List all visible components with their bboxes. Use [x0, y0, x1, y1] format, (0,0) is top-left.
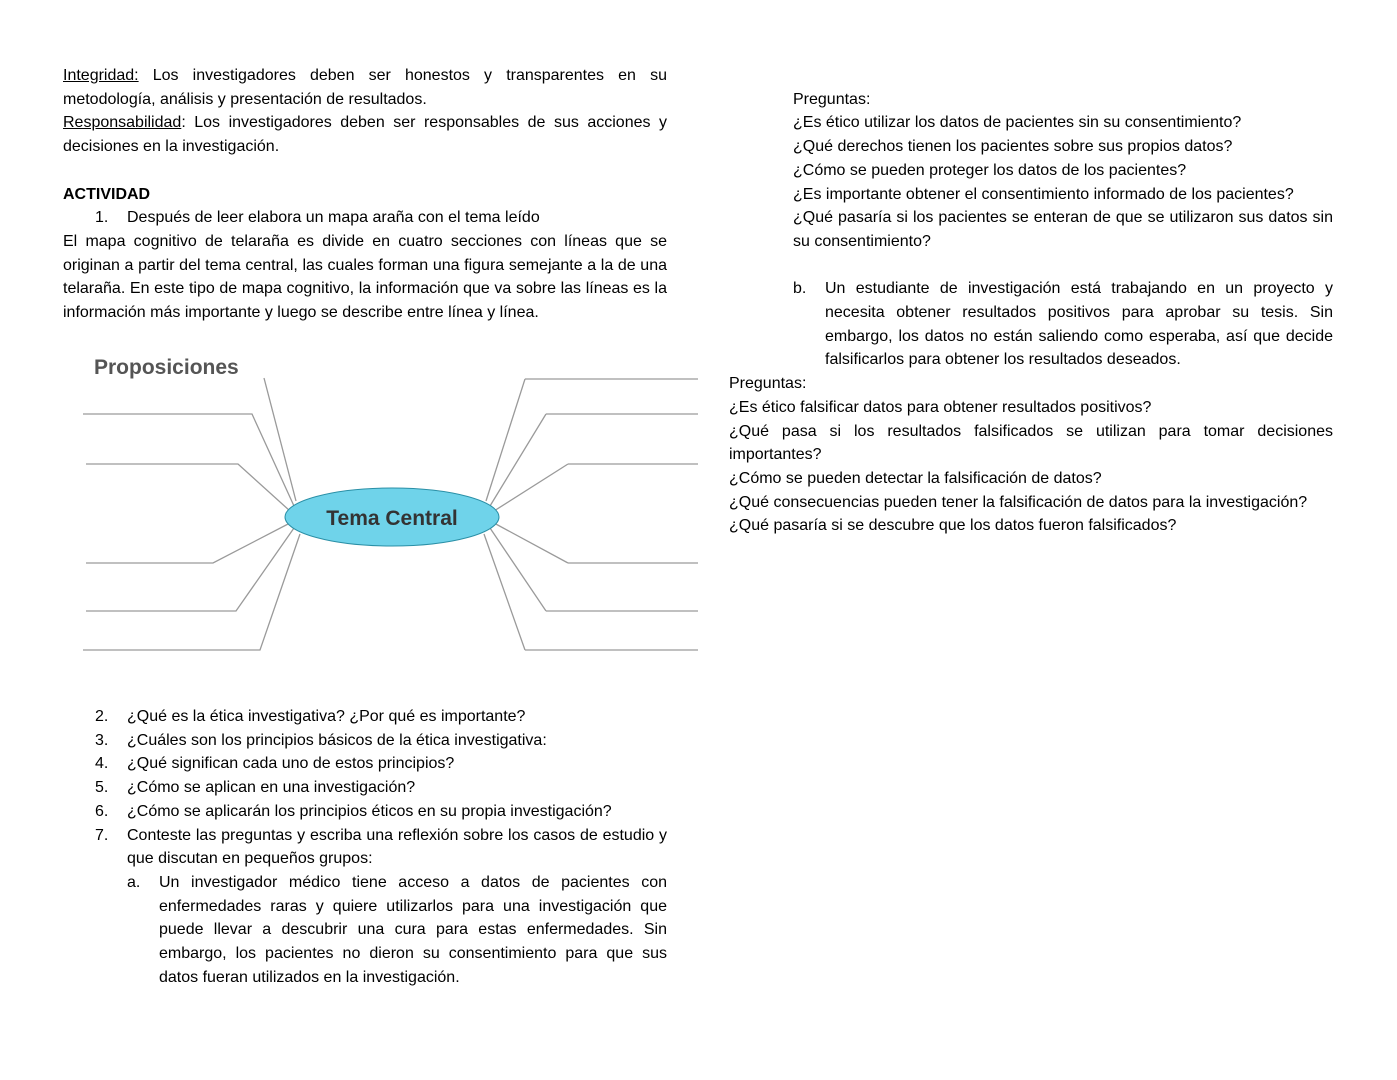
- spider-leg-line: [86, 528, 294, 611]
- center-label: Tema Central: [326, 507, 458, 530]
- question-text: ¿Qué es la ética investigativa? ¿Por qué es importante?: [127, 708, 526, 725]
- case-b: [729, 277, 1333, 372]
- spider-map-diagram: [78, 348, 702, 658]
- spider-leg-line: [490, 414, 546, 506]
- question-text: ¿Qué significan cada uno de estos principios?: [127, 755, 455, 773]
- activity-heading: ACTIVIDAD: [63, 185, 151, 203]
- question-a-item: ¿Es ético utilizar los datos de pacientes sin su consentimiento?: [793, 114, 1242, 132]
- spider-leg-line: [86, 464, 290, 511]
- spider-leg-line: [83, 534, 300, 650]
- propositions-label: Proposiciones: [94, 356, 239, 379]
- spider-leg-line: [83, 414, 294, 506]
- question-list: [63, 705, 667, 989]
- spider-leg-line: [484, 534, 525, 650]
- question-b-item: ¿Cómo se pueden detectar la falsificación de datos?: [729, 469, 1102, 487]
- questions-a-label: Preguntas:: [793, 90, 871, 108]
- spider-leg-line: [494, 523, 568, 563]
- question-a-item: ¿Qué derechos tienen los pacientes sobre sus propios datos?: [793, 138, 1233, 156]
- spider-map-description: El mapa cognitivo de telaraña es divide en cuatro secciones con líneas que se originan a partir del tema central, las cuales forman una figura semejante a la de una telaraña. En este tipo de mapa cognitivo, la información que va sobre las líneas es la información más importante y luego se describe entre línea y línea.: [63, 232, 667, 322]
- case-b-letter: b.: [793, 280, 807, 298]
- question-number: 6.: [95, 802, 109, 820]
- question-item: [63, 729, 667, 753]
- spider-leg-line: [264, 378, 296, 501]
- integrity-paragraph: [63, 64, 667, 111]
- question-text: ¿Cómo se aplican en una investigación?: [127, 779, 416, 797]
- case-a-letter: a.: [127, 873, 141, 891]
- case-b-text: Un estudiante de investigación está trabajando en un proyecto y necesita obtener resultados positivos para aprobar su tesis. Sin embargo, los datos no están saliendo como esperaba, así que decide falsificarlos para obtener los resultados deseados.: [825, 280, 1333, 369]
- question-b-item: ¿Qué pasa si los resultados falsificados se utilizan para tomar decisiones importantes?: [729, 422, 1333, 464]
- question-item: [63, 705, 667, 729]
- question-text: ¿Cuáles son los principios básicos de la ética investigativa:: [127, 731, 547, 749]
- question-item: [63, 800, 667, 824]
- question-text: ¿Cómo se aplicarán los principios éticos en su propia investigación?: [127, 802, 612, 820]
- responsibility-label: Responsabilidad: [63, 114, 182, 132]
- activity-item-1: [63, 206, 667, 230]
- question-a-item: ¿Qué pasaría si los pacientes se enteran de que se utilizaron sus datos sin su consentimiento?: [793, 209, 1333, 250]
- spider-leg-line: [494, 464, 568, 511]
- spider-leg-line: [86, 523, 290, 563]
- spider-leg-line: [486, 379, 525, 501]
- question-b-item: ¿Es ético falsificar datos para obtener resultados positivos?: [729, 398, 1152, 416]
- left-column: [63, 64, 667, 325]
- question-text: Conteste las preguntas y escriba una reflexión sobre los casos de estudio y que discutan en pequeños grupos:: [127, 826, 667, 868]
- case-a: [63, 871, 667, 990]
- question-b-item: ¿Qué pasaría si se descubre que los datos fueron falsificados?: [729, 517, 1177, 535]
- question-a-item: ¿Cómo se pueden proteger los datos de los pacientes?: [793, 161, 1187, 179]
- responsibility-paragraph: [63, 111, 667, 158]
- item-number: 1.: [95, 209, 109, 227]
- item-text: Después de leer elabora un mapa araña con el tema leído: [127, 209, 540, 227]
- question-item: [63, 824, 667, 871]
- integrity-label: Integridad:: [63, 67, 139, 84]
- question-a-item: ¿Es importante obtener el consentimiento informado de los pacientes?: [793, 185, 1294, 203]
- integrity-text: Los investigadores deben ser honestos y transparentes en su metodología, análisis y presentación de resultados.: [63, 67, 667, 108]
- question-number: 5.: [95, 779, 109, 797]
- question-b-item: ¿Qué consecuencias pueden tener la falsificación de datos para la investigación?: [729, 493, 1308, 511]
- question-number: 2.: [95, 708, 109, 725]
- responsibility-text: : Los investigadores deben ser responsables de sus acciones y decisiones en la investigación.: [63, 114, 667, 156]
- questions-b-label: Preguntas:: [729, 375, 807, 393]
- question-number: 7.: [95, 826, 109, 844]
- spider-leg-line: [490, 528, 546, 611]
- question-number: 3.: [95, 731, 109, 749]
- question-item: [63, 752, 667, 776]
- case-a-text: Un investigador médico tiene acceso a datos de pacientes con enfermedades raras y quiere utilizarlos para una investigación que puede llevar a descubrir una cura para estas enfermedades. Sin embargo, los pacientes no dieron su consentimiento para que sus datos fueran utilizados en la investigación.: [159, 873, 667, 986]
- right-column: [729, 64, 1333, 538]
- question-item: [63, 776, 667, 800]
- question-number: 4.: [95, 755, 109, 773]
- spider-map: [78, 348, 702, 658]
